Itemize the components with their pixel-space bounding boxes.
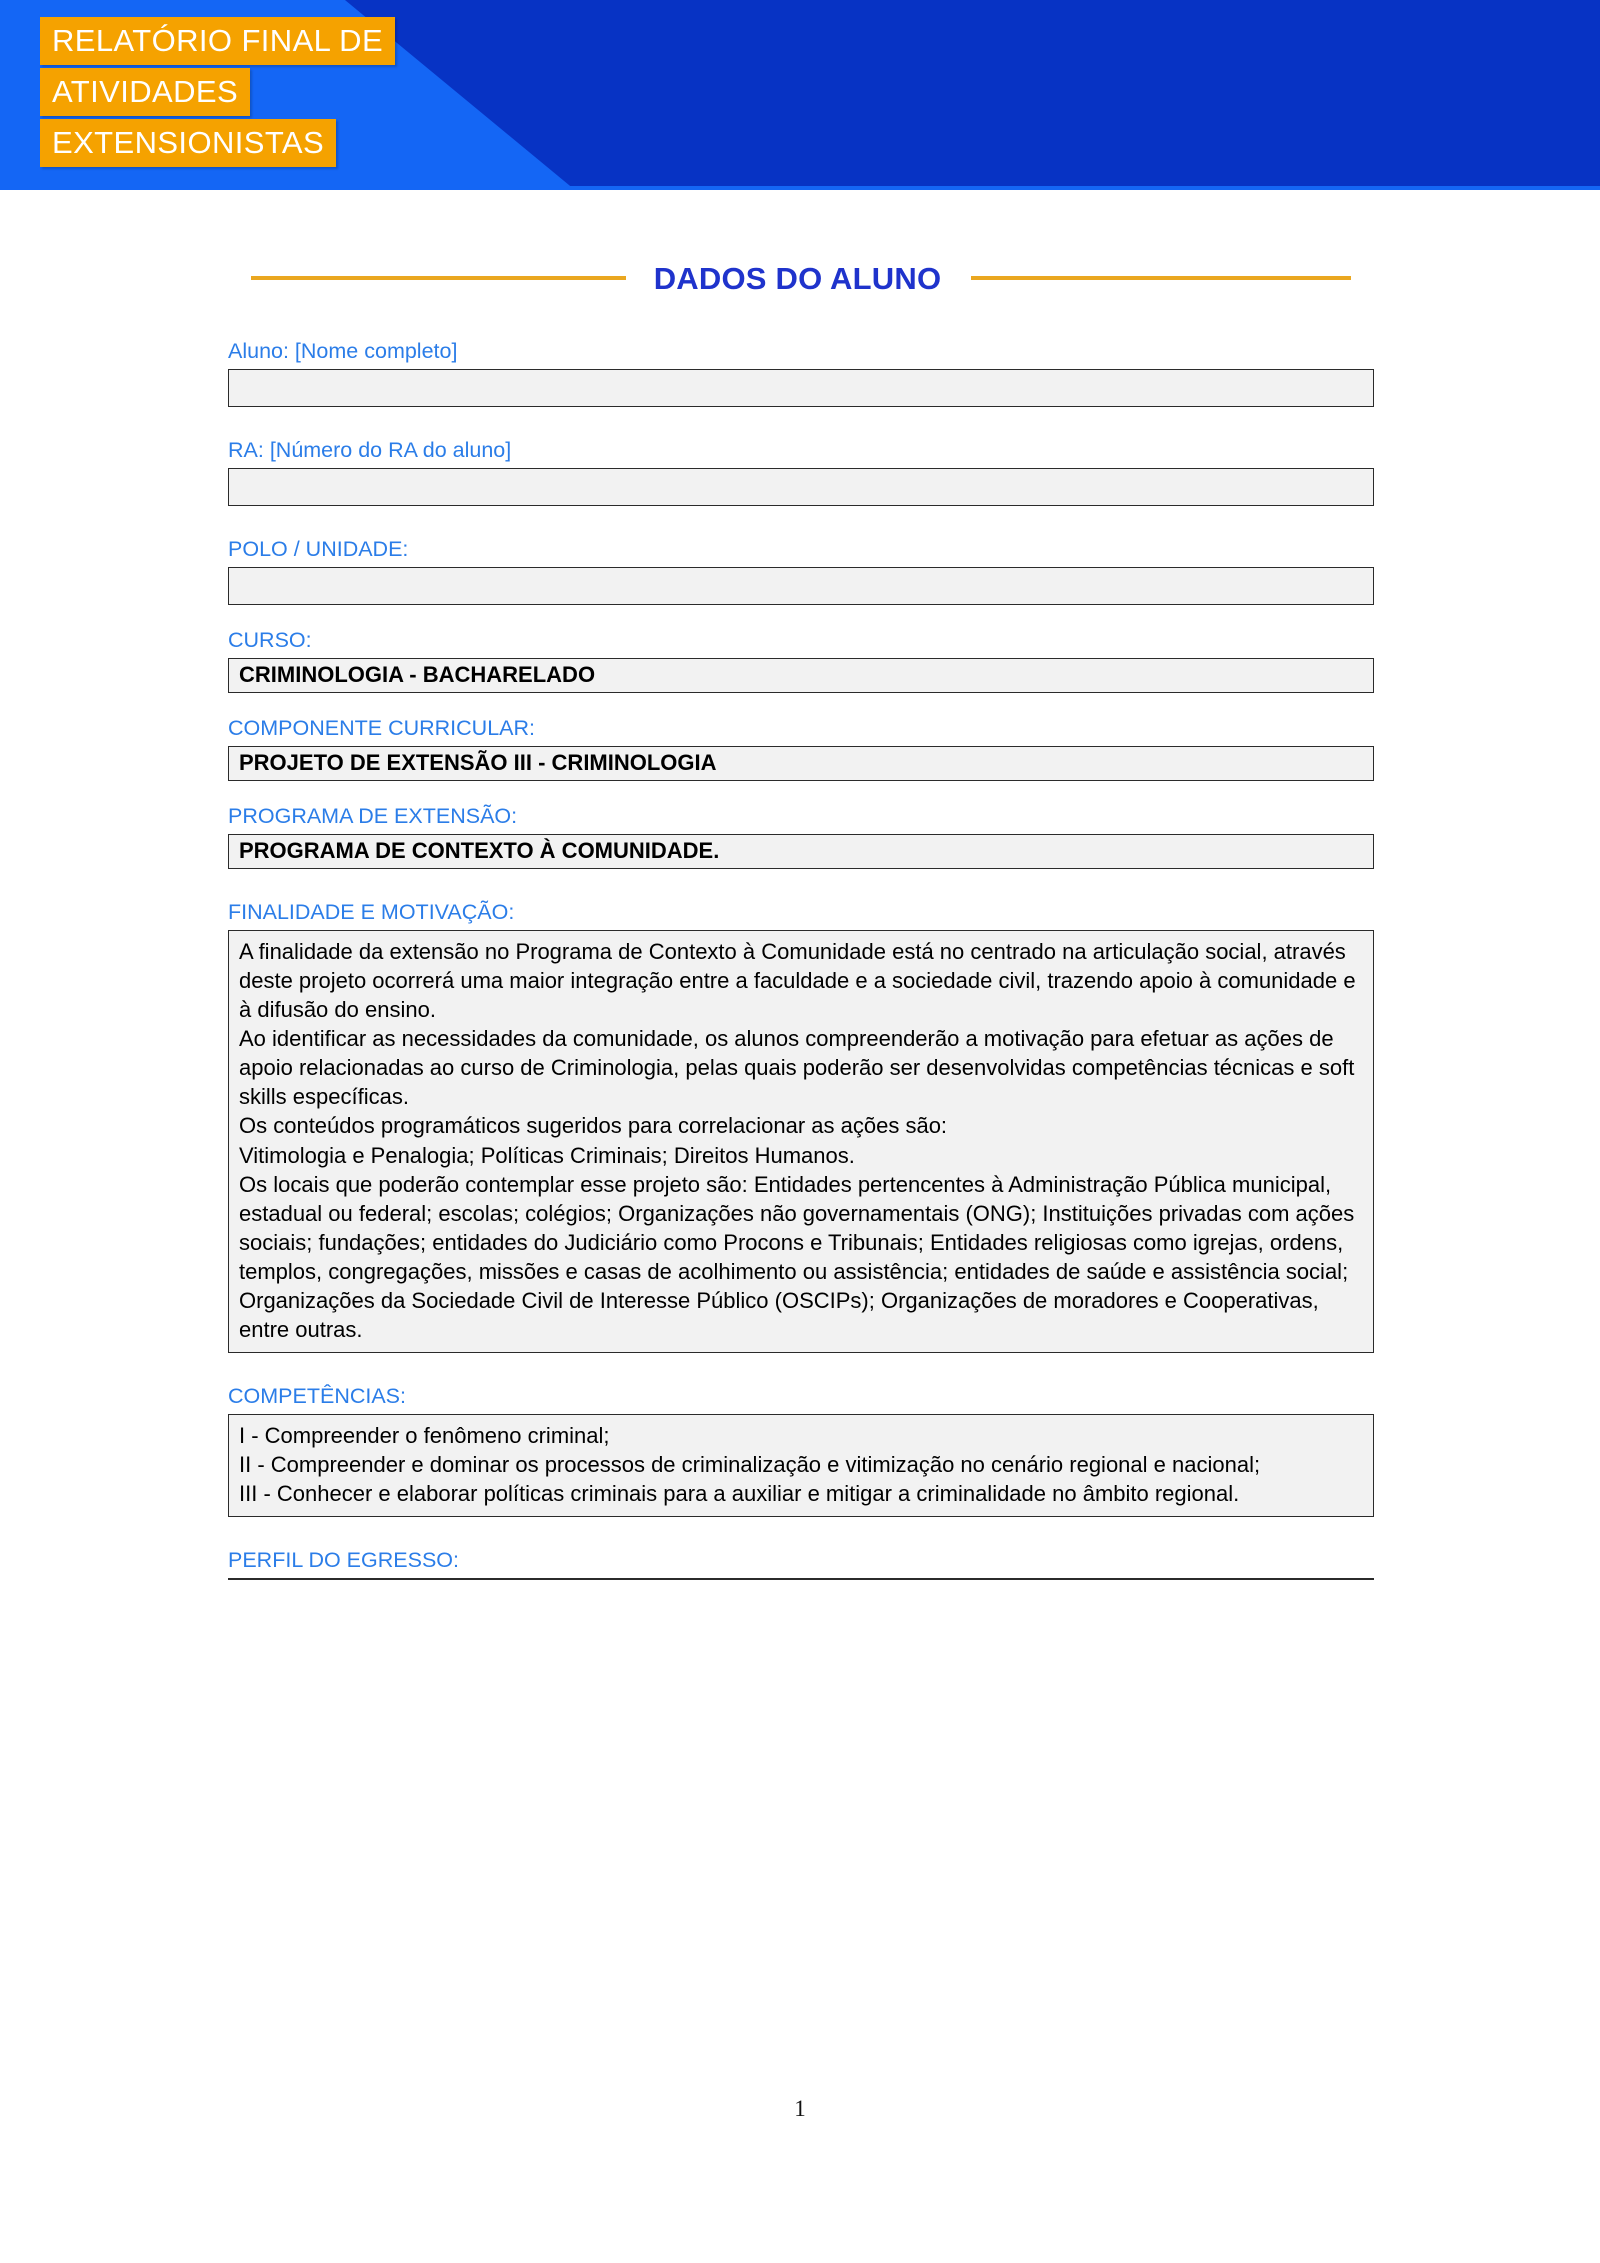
competencia-item: III - Conhecer e elaborar políticas criminais para a auxiliar e mitigar a criminalidade no âmbito regional. — [239, 1480, 1240, 1506]
page-number: 1 — [794, 2096, 806, 2121]
field-polo-unidade — [228, 536, 1374, 605]
field-label-aluno: Aluno: [Nome completo] — [228, 339, 458, 363]
section-rule-left — [251, 276, 626, 280]
input-ra[interactable] — [228, 468, 1374, 506]
field-finalidade-motivacao — [228, 899, 1374, 1352]
textarea-competencias[interactable] — [228, 1414, 1374, 1517]
field-label-componente-curricular: COMPONENTE CURRICULAR: — [228, 715, 535, 740]
page-title: DADOS DO ALUNO — [653, 260, 942, 296]
finalidade-paragraph: Os locais que poderão contemplar esse projeto são: Entidades pertencentes à Administração Pública municipal, estadual ou federal; escolas; colégios; Organizações não governamentais (ONG); Instituições privadas com ações sociais; fundações; entidades do Judiciário como Procons e Tribunais; Entidades religiosas como igrejas, ordens, templos, congregações, missões e casas de acolhimento ou assistência; entidades de saúde e assistência social; Organizações da Sociedade Civil de Interesse Público (OSCIPs); Organizações de moradores e Cooperativas, entre outras. — [239, 1171, 1355, 1342]
banner-title-line-1: RELATÓRIO FINAL DE — [40, 17, 395, 65]
field-ra — [228, 437, 1374, 506]
banner-title-line-3: EXTENSIONISTAS — [40, 119, 336, 167]
field-componente-curricular — [228, 715, 1374, 781]
field-label-competencias: COMPETÊNCIAS: — [228, 1383, 406, 1408]
input-polo-unidade[interactable] — [228, 567, 1374, 605]
field-label-finalidade-motivacao: FINALIDADE E MOTIVAÇÃO: — [228, 900, 515, 925]
document-page — [0, 190, 1600, 1583]
finalidade-paragraph: Os conteúdos programáticos sugeridos para correlacionar as ações são: — [239, 1113, 948, 1139]
banner-title-line-2: ATIVIDADES — [40, 68, 250, 116]
field-label-programa-extensao: PROGRAMA DE EXTENSÃO: — [228, 804, 518, 829]
page-banner — [0, 0, 1600, 190]
competencia-item: I - Compreender o fenômeno criminal; — [239, 1422, 610, 1448]
competencia-item: II - Compreender e dominar os processos de criminalização e vitimização no cenário regional e nacional; — [239, 1451, 1261, 1477]
field-aluno — [228, 338, 1374, 407]
field-label-ra: RA: [Número do RA do aluno] — [228, 437, 512, 462]
field-label-perfil-egresso: PERFIL DO EGRESSO: — [228, 1547, 459, 1572]
input-curso[interactable]: CRIMINOLOGIA - BACHARELADO — [228, 658, 1374, 693]
input-componente-curricular[interactable]: PROJETO DE EXTENSÃO III - CRIMINOLOGIA — [228, 746, 1374, 781]
finalidade-paragraph: Vitimologia e Penalogia; Políticas Criminais; Direitos Humanos. — [239, 1142, 855, 1168]
section-rule-right — [971, 276, 1351, 280]
banner-title-group — [40, 17, 395, 167]
document-content — [228, 248, 1374, 1583]
input-perfil-egresso[interactable] — [228, 1578, 1374, 1583]
finalidade-paragraph: Ao identificar as necessidades da comunidade, os alunos compreenderão a motivação para efetuar as ações de apoio relacionadas ao curso de Criminologia, pelas quais poderão ser desenvolvidas competências técnicas e soft skills específicas. — [239, 1026, 1355, 1110]
section-header — [228, 248, 1374, 308]
field-label-polo-unidade: POLO / UNIDADE: — [228, 536, 409, 561]
field-perfil-egresso — [228, 1547, 1374, 1583]
field-competencias — [228, 1383, 1374, 1517]
field-curso — [228, 627, 1374, 693]
field-label-curso: CURSO: — [228, 627, 312, 652]
finalidade-paragraph: A finalidade da extensão no Programa de Contexto à Comunidade está no centrado na articulação social, através deste projeto ocorrerá uma maior integração entre a faculdade e a sociedade civil, trazendo apoio à comunidade e à difusão do ensino. — [239, 939, 1356, 1023]
field-programa-extensao — [228, 803, 1374, 869]
textarea-finalidade-motivacao[interactable] — [228, 930, 1374, 1352]
input-programa-extensao[interactable]: PROGRAMA DE CONTEXTO À COMUNIDADE. — [228, 834, 1374, 869]
input-aluno[interactable] — [228, 369, 1374, 407]
